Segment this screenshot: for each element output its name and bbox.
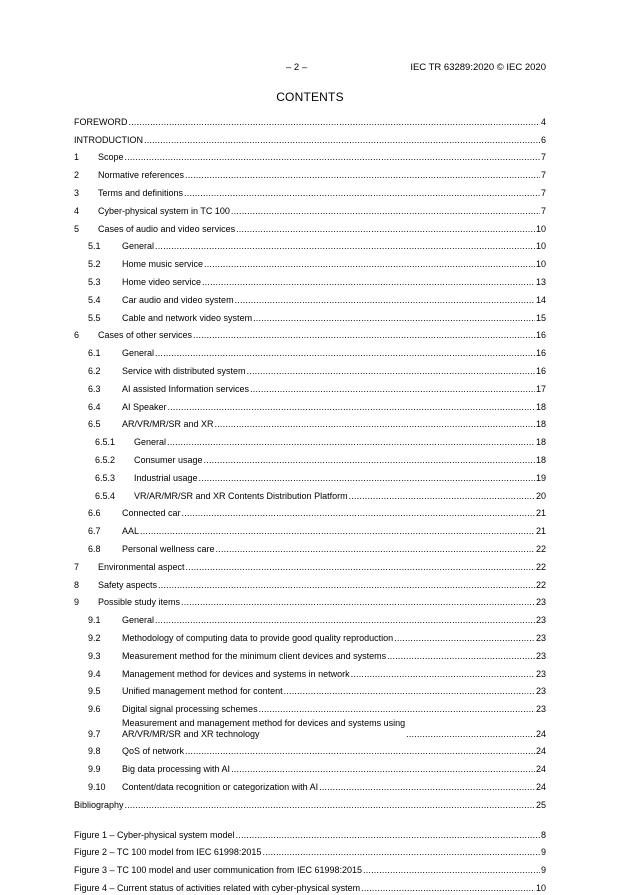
toc-entry-text — [122, 241, 536, 252]
toc-entry[interactable] — [74, 378, 546, 396]
dot-leader — [247, 366, 535, 377]
toc-entry-page: 10 — [535, 259, 546, 270]
toc-entry-title: Unified management method for content — [122, 686, 283, 697]
dot-leader — [363, 865, 540, 876]
toc-entry[interactable] — [74, 342, 546, 360]
toc-entry[interactable] — [74, 200, 546, 218]
figure-entry-title: Figure 3 – TC 100 model and user communication from IEC 61998:2015 — [74, 865, 362, 876]
toc-entry-page: 7 — [540, 152, 546, 163]
toc-entry-page: 10 — [535, 223, 546, 234]
toc-entry-text — [98, 206, 541, 217]
toc-entry[interactable] — [74, 164, 546, 182]
dot-leader — [216, 544, 535, 555]
figure-entry-text — [74, 883, 536, 894]
toc-entry-text — [122, 366, 536, 377]
toc-entry-title — [122, 718, 405, 740]
figure-entry-page: 8 — [540, 829, 546, 840]
toc-entry-title: General — [122, 348, 155, 359]
toc-entry-number: 6.7 — [88, 526, 101, 537]
toc-entry-number: 9.1 — [88, 615, 101, 626]
toc-entry-page: 17 — [535, 383, 546, 394]
toc-entry[interactable] — [74, 758, 546, 776]
figure-entry-page: 10 — [535, 882, 546, 893]
toc-entry-title: Safety aspects — [98, 579, 158, 590]
toc-entry-text — [98, 152, 541, 163]
toc-entry-number: 5 — [74, 223, 80, 234]
toc-entry-title: Home video service — [122, 276, 202, 287]
toc-entry-page: 23 — [535, 597, 546, 608]
dot-leader — [215, 419, 535, 430]
toc-entry[interactable] — [74, 776, 546, 794]
toc-entry-title: Environmental aspect — [98, 561, 185, 572]
toc-entry-page: 7 — [540, 187, 546, 198]
toc-entry-text — [122, 764, 536, 775]
toc-entry-text — [134, 455, 536, 466]
toc-entry[interactable] — [74, 556, 546, 574]
figure-entry-text — [74, 865, 541, 876]
toc-entry-page: 7 — [540, 170, 546, 181]
toc-entry-text — [134, 437, 536, 448]
toc-entry-text — [122, 544, 536, 555]
toc-entry-page: 21 — [535, 526, 546, 537]
toc-entry-title: AI Speaker — [122, 401, 167, 412]
dot-leader — [125, 800, 535, 811]
toc-entry-page: 24 — [535, 746, 546, 757]
toc-entry-text — [122, 686, 536, 697]
toc-entry-number: 9.9 — [88, 764, 101, 775]
toc-entry-number: 9.6 — [88, 704, 101, 715]
toc-entry-text — [98, 562, 536, 573]
toc-entry[interactable] — [74, 663, 546, 681]
toc-entry[interactable] — [74, 307, 546, 325]
toc-entry-title: Content/data recognition or categorization with AI — [122, 781, 319, 792]
toc-entry-page: 25 — [535, 799, 546, 810]
figure-entry[interactable] — [74, 824, 546, 842]
toc-entry-page: 24 — [535, 781, 546, 792]
toc-entry-page: 15 — [535, 312, 546, 323]
toc-entry-title: Consumer usage — [134, 454, 203, 465]
figure-entry-text — [74, 847, 541, 858]
dot-leader — [394, 633, 535, 644]
dot-leader — [182, 508, 535, 519]
figure-entry-page: 9 — [540, 847, 546, 858]
toc-entry[interactable] — [74, 111, 546, 129]
toc-entry-page: 24 — [535, 728, 546, 739]
toc-entry[interactable] — [74, 147, 546, 165]
toc-entry-number: 7 — [74, 561, 80, 572]
toc-entry-page: 18 — [535, 419, 546, 430]
toc-entry-title: Methodology of computing data to provide good quality reproduction — [122, 632, 394, 643]
page-title: CONTENTS — [276, 90, 344, 104]
toc-entry[interactable] — [74, 538, 546, 556]
toc-entry-page: 23 — [535, 686, 546, 697]
toc-entry-title: Normative references — [98, 170, 185, 181]
toc-entry-title-line-1: Measurement and management method for devices and systems using — [122, 717, 406, 728]
dot-leader — [186, 562, 535, 573]
toc-entry-number: 5.2 — [88, 259, 101, 270]
toc-entry-page: 18 — [535, 437, 546, 448]
toc-entry[interactable] — [74, 503, 546, 521]
toc-entry-text — [122, 651, 536, 662]
toc-entry[interactable] — [74, 794, 546, 812]
toc-entry-title: AR/VR/MR/SR and XR — [122, 419, 214, 430]
toc-entry[interactable] — [74, 414, 546, 432]
toc-entry-page: 23 — [535, 632, 546, 643]
toc-entry-text — [122, 633, 536, 644]
toc-entry-number: 9.4 — [88, 668, 101, 679]
table-of-contents — [74, 111, 546, 895]
toc-entry[interactable] — [74, 360, 546, 378]
toc-entry-text — [134, 491, 536, 502]
toc-entry[interactable] — [74, 431, 546, 449]
toc-entry-number: 6.5.3 — [95, 472, 116, 483]
toc-entry-text — [122, 384, 536, 395]
toc-entry-title: General — [122, 241, 155, 252]
figure-entry[interactable] — [74, 859, 546, 877]
dot-leader — [199, 473, 535, 484]
toc-entry[interactable] — [74, 396, 546, 414]
dot-leader — [185, 170, 540, 181]
toc-entry-text — [98, 224, 536, 235]
toc-entry-number: 6.5.4 — [95, 490, 116, 501]
toc-entry-title: Scope — [98, 152, 124, 163]
toc-entry-title: Cyber-physical system in TC 100 — [98, 205, 230, 216]
toc-entry[interactable] — [74, 645, 546, 663]
toc-entry-title: General — [122, 615, 155, 626]
toc-entry-text — [122, 277, 536, 288]
dot-leader — [406, 729, 535, 740]
toc-entry-page: 10 — [535, 241, 546, 252]
toc-entry-title: Service with distributed system — [122, 365, 246, 376]
toc-entry-text — [74, 135, 541, 146]
toc-entry-text — [98, 580, 536, 591]
toc-entry-title: General — [134, 437, 167, 448]
dot-leader — [193, 330, 535, 341]
toc-entry-page: 16 — [535, 330, 546, 341]
dot-leader — [235, 295, 535, 306]
toc-entry-page: 18 — [535, 454, 546, 465]
toc-entry-title: QoS of network — [122, 746, 185, 757]
toc-entry[interactable] — [74, 609, 546, 627]
dot-leader — [259, 704, 535, 715]
toc-entry-number: 6.1 — [88, 348, 101, 359]
dot-leader — [181, 597, 535, 608]
toc-entry-number: 5.5 — [88, 312, 101, 323]
toc-entry-text — [98, 597, 536, 608]
dot-leader — [236, 830, 540, 841]
toc-entry-number: 6.4 — [88, 401, 101, 412]
toc-entry-title: Connected car — [122, 508, 181, 519]
toc-entry-text — [122, 526, 536, 537]
toc-entry-page: 6 — [540, 134, 546, 145]
toc-entry-title: Terms and definitions — [98, 187, 184, 198]
toc-entry-page: 14 — [535, 294, 546, 305]
section-gap — [74, 812, 546, 824]
toc-entry-text — [122, 669, 536, 680]
dot-leader — [129, 117, 540, 128]
toc-entry-title: Personal wellness care — [122, 543, 215, 554]
toc-entry-title: AAL — [122, 526, 140, 537]
toc-entry-page: 7 — [540, 205, 546, 216]
toc-entry-title: Management method for devices and systems in network — [122, 668, 350, 679]
toc-entry-text — [122, 259, 536, 270]
toc-entry-number: 6.2 — [88, 365, 101, 376]
toc-entry-text — [122, 295, 536, 306]
dot-leader — [204, 259, 535, 270]
dot-leader — [202, 277, 535, 288]
dot-leader — [231, 206, 540, 217]
toc-entry-number: 3 — [74, 187, 80, 198]
toc-entry-text — [98, 188, 541, 199]
toc-entry[interactable] — [74, 236, 546, 254]
toc-entry[interactable] — [74, 592, 546, 610]
dot-leader — [387, 651, 535, 662]
figure-entry-text — [74, 830, 541, 841]
toc-entry-text — [122, 348, 536, 359]
toc-entry-number: 9.3 — [88, 650, 101, 661]
toc-entry-page: 24 — [535, 764, 546, 775]
toc-entry[interactable] — [74, 741, 546, 759]
toc-entry-number: 6.5 — [88, 419, 101, 430]
toc-entry-page: 22 — [535, 561, 546, 572]
dot-leader — [185, 746, 535, 757]
toc-entry-number: 6.3 — [88, 383, 101, 394]
toc-entry-text — [122, 313, 536, 324]
toc-entry-text — [134, 473, 536, 484]
toc-entry-title: Industrial usage — [134, 472, 198, 483]
toc-entry-text — [122, 782, 536, 793]
dot-leader — [140, 526, 535, 537]
toc-entry[interactable] — [74, 325, 546, 343]
toc-entry[interactable] — [74, 271, 546, 289]
figure-entry-page: 9 — [540, 865, 546, 876]
toc-entry-title-line-2: AR/VR/MR/SR and XR technology — [122, 728, 260, 739]
toc-entry-number: 6.5.2 — [95, 454, 116, 465]
toc-entry[interactable] — [74, 253, 546, 271]
toc-entry[interactable] — [74, 698, 546, 716]
toc-entry[interactable] — [74, 520, 546, 538]
toc-entry-number: 9.5 — [88, 686, 101, 697]
toc-entry-page: 18 — [535, 401, 546, 412]
toc-entry-text — [98, 330, 536, 341]
dot-leader — [351, 669, 535, 680]
figure-entry-title: Figure 1 – Cyber-physical system model — [74, 829, 235, 840]
toc-entry-title: Possible study items — [98, 597, 181, 608]
toc-entry-page: 19 — [535, 472, 546, 483]
toc-entry-number: 6 — [74, 330, 80, 341]
dot-leader — [253, 313, 535, 324]
toc-entry-title: Cable and network video system — [122, 312, 253, 323]
page-number: – 2 – — [286, 62, 308, 73]
document-reference: IEC TR 63289:2020 © IEC 2020 — [410, 62, 546, 73]
toc-entry[interactable] — [74, 681, 546, 699]
toc-entry-text — [122, 508, 536, 519]
toc-entry-title: Big data processing with AI — [122, 764, 231, 775]
toc-entry[interactable] — [74, 485, 546, 503]
toc-entry-text — [98, 170, 541, 181]
toc-entry-title: Measurement method for the minimum client devices and systems — [122, 650, 387, 661]
toc-entry-text — [122, 704, 536, 715]
toc-entry-number: 9.8 — [88, 746, 101, 757]
toc-entry-text — [122, 746, 536, 757]
toc-entry-text — [122, 419, 536, 430]
toc-entry[interactable] — [74, 218, 546, 236]
dot-leader — [284, 686, 535, 697]
toc-entry-number: 2 — [74, 170, 80, 181]
toc-entry-title: Digital signal processing schemes — [122, 704, 258, 715]
toc-entry-page: 20 — [535, 490, 546, 501]
toc-entry[interactable] — [74, 182, 546, 200]
dot-leader — [144, 135, 540, 146]
toc-entry[interactable] — [74, 716, 546, 741]
toc-entry-number: 9 — [74, 597, 80, 608]
toc-entry[interactable] — [74, 467, 546, 485]
toc-entry-number: 6.5.1 — [95, 437, 116, 448]
figure-entry[interactable] — [74, 842, 546, 860]
dot-leader — [250, 384, 535, 395]
toc-entry-title: FOREWORD — [74, 116, 128, 127]
toc-entry-title: Cases of audio and video services — [98, 223, 236, 234]
toc-entry-title: AI assisted Information services — [122, 383, 250, 394]
dot-leader — [158, 580, 535, 591]
toc-entry-page: 23 — [535, 704, 546, 715]
toc-entry-number: 9.2 — [88, 632, 101, 643]
toc-entry-text — [122, 718, 536, 740]
figure-entry-title: Figure 2 – TC 100 model from IEC 61998:2015 — [74, 847, 262, 858]
dot-leader — [262, 847, 540, 858]
dot-leader — [236, 224, 535, 235]
dot-leader — [125, 152, 540, 163]
toc-entry-number: 5.4 — [88, 294, 101, 305]
toc-entry[interactable] — [74, 574, 546, 592]
figure-entry-title: Figure 4 – Current status of activities related with cyber-physical system — [74, 882, 361, 893]
toc-entry-number: 5.3 — [88, 276, 101, 287]
dot-leader — [349, 491, 535, 502]
toc-entry-page: 4 — [540, 116, 546, 127]
toc-entry-number: 9.10 — [88, 781, 106, 792]
toc-entry-page: 23 — [535, 650, 546, 661]
dot-leader — [204, 455, 535, 466]
toc-entry-text — [74, 117, 541, 128]
toc-entry-text — [122, 615, 536, 626]
toc-entry-page: 22 — [535, 579, 546, 590]
toc-entry[interactable] — [74, 449, 546, 467]
dot-leader — [361, 883, 535, 894]
toc-entry-title: Cases of other services — [98, 330, 193, 341]
dot-leader — [231, 764, 535, 775]
toc-entry-page: 16 — [535, 365, 546, 376]
toc-entry-page: 21 — [535, 508, 546, 519]
toc-entry-page: 23 — [535, 615, 546, 626]
toc-entry-number: 1 — [74, 152, 80, 163]
dot-leader — [319, 782, 535, 793]
toc-entry-page: 16 — [535, 348, 546, 359]
toc-entry-page: 23 — [535, 668, 546, 679]
toc-entry-number: 5.1 — [88, 241, 101, 252]
toc-entry-number: 6.8 — [88, 543, 101, 554]
toc-entry-title: Home music service — [122, 259, 204, 270]
dot-leader — [155, 615, 535, 626]
dot-leader — [155, 241, 535, 252]
toc-entry-title: INTRODUCTION — [74, 134, 143, 145]
toc-entry-number: 9.7 — [88, 728, 101, 739]
toc-entry-text — [74, 800, 536, 811]
figure-entry[interactable] — [74, 877, 546, 895]
toc-entry-number: 8 — [74, 579, 80, 590]
dot-leader — [184, 188, 540, 199]
toc-entry-number: 4 — [74, 205, 80, 216]
dot-leader — [168, 402, 535, 413]
toc-entry[interactable] — [74, 129, 546, 147]
toc-entry[interactable] — [74, 627, 546, 645]
toc-entry-page: 13 — [535, 276, 546, 287]
dot-leader — [155, 348, 535, 359]
toc-entry-number: 6.6 — [88, 508, 101, 519]
dot-leader — [167, 437, 535, 448]
toc-entry-text — [122, 402, 536, 413]
toc-entry-title: Car audio and video system — [122, 294, 234, 305]
toc-entry[interactable] — [74, 289, 546, 307]
toc-entry-page: 22 — [535, 543, 546, 554]
toc-entry-title: Bibliography — [74, 799, 124, 810]
toc-entry-title: VR/AR/MR/SR and XR Contents Distribution Platform — [134, 490, 348, 501]
